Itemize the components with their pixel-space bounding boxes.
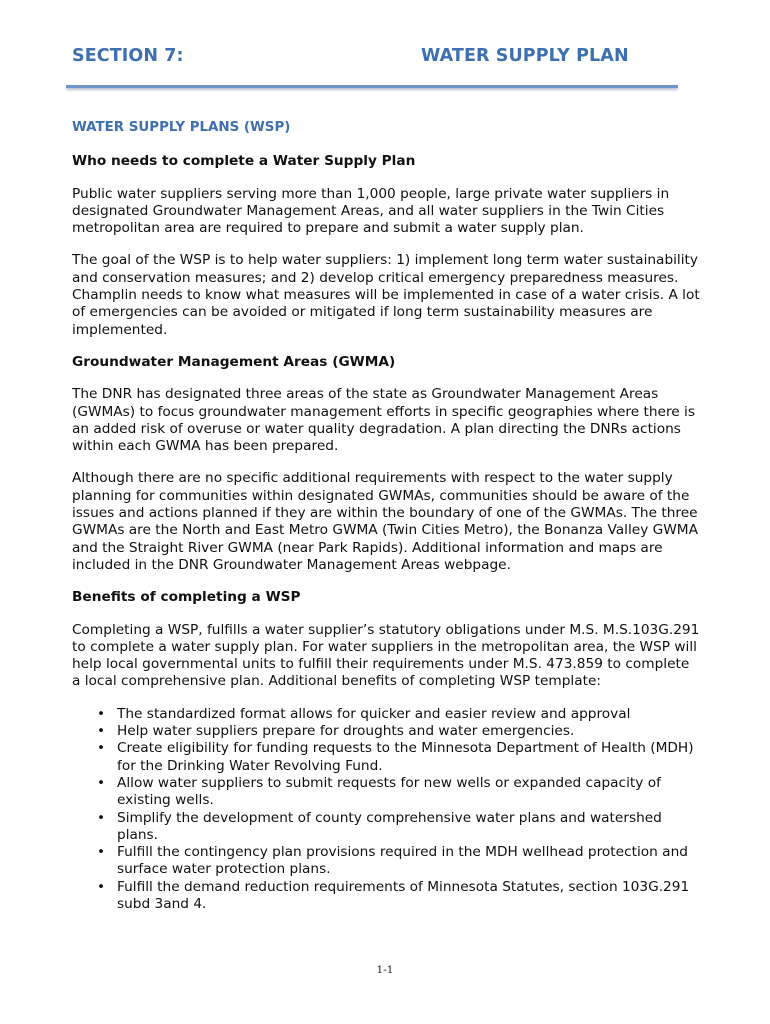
section-number: SECTION 7: [72, 46, 184, 66]
benefits-list-item [72, 740, 702, 775]
page-number: 1-1 [376, 964, 394, 976]
benefits-list-item [72, 723, 702, 740]
document-body [72, 119, 702, 913]
benefits-list-item [72, 810, 702, 845]
benefits-list-item-text: Simplify the development of county comprehensive water plans and watershed plans. [117, 809, 662, 843]
benefits-heading: Benefits of completing a WSP [72, 589, 301, 606]
benefits-list-item [72, 706, 702, 723]
page-header [72, 46, 678, 74]
section-heading: WATER SUPPLY PLANS (WSP) [72, 120, 291, 135]
benefits-list-item-text: Fulfill the demand reduction requirements of Minnesota Statutes, section 103G.291 subd 3and 4. [117, 878, 690, 912]
benefits-list-item-text: The standardized format allows for quicker and easier review and approval [117, 705, 631, 722]
benefits-list-item [72, 879, 702, 914]
bullet-icon: • [97, 809, 106, 826]
benefits-list-item [72, 775, 702, 810]
benefits-paragraph: Completing a WSP, fulfills a water supplier’s statutory obligations under M.S. M.S.103G.291 to complete a water supply plan. For water suppliers in the metropolitan area, the WSP will help local governmental units to fulfill their requirements under M.S. 473.859 to complete a local comprehensive plan. Additional benefits of completing WSP template: [72, 621, 700, 690]
benefits-list [72, 706, 702, 914]
benefits-list-item [72, 844, 702, 879]
bullet-icon: • [97, 705, 106, 722]
bullet-icon: • [97, 740, 106, 757]
section-title: WATER SUPPLY PLAN [421, 46, 629, 66]
bullet-icon: • [97, 723, 106, 740]
gwma-heading: Groundwater Management Areas (GWMA) [72, 353, 396, 370]
benefits-list-item-text: Allow water suppliers to submit requests for new wells or expanded capacity of existing wells. [117, 774, 661, 809]
gwma-paragraph-1: The DNR has designated three areas of the state as Groundwater Management Areas (GWMAs) to focus groundwater management efforts in specific geographies where there is an added risk of overuse or water quality degradation. A plan directing the DNRs actions within each GWMA has been prepared. [72, 386, 695, 455]
bullet-icon: • [97, 844, 106, 861]
who-needs-paragraph-1: Public water suppliers serving more than 1,000 people, large private water suppliers in designated Groundwater Management Areas, and all water suppliers in the Twin Cities metropolitan area are required to prepare and submit a water supply plan. [72, 185, 670, 237]
bullet-icon: • [97, 774, 106, 791]
gwma-paragraph-2: Although there are no specific additional requirements with respect to the water supply planning for communities within designated GWMAs, communities should be aware of the issues and actions planned if they are within the boundary of one of the GWMAs. The three GWMAs are the North and East Metro GWMA (Twin Cities Metro), the Bonanza Valley GWMA and the Straight River GWMA (near Park Rapids). Additional information and maps are included in the DNR Groundwater Management Areas webpage. [72, 470, 698, 573]
header-rule [66, 85, 678, 88]
bullet-icon: • [97, 878, 106, 895]
benefits-list-item-text: Help water suppliers prepare for droughts and water emergencies. [117, 723, 575, 740]
benefits-list-item-text: Create eligibility for funding requests to the Minnesota Department of Health (MDH) for the Drinking Water Revolving Fund. [117, 740, 694, 774]
who-needs-heading: Who needs to complete a Water Supply Plan [72, 153, 416, 170]
benefits-list-item-text: Fulfill the contingency plan provisions required in the MDH wellhead protection and surface water protection plans. [117, 844, 688, 878]
who-needs-paragraph-2: The goal of the WSP is to help water suppliers: 1) implement long term water sustainability and conservation measures; and 2) develop critical emergency preparedness measures. Champlin needs to know what measures will be implemented in case of a water crisis. A lot of emergencies can be avoided or mitigated if long term sustainability measures are implemented. [72, 252, 700, 338]
